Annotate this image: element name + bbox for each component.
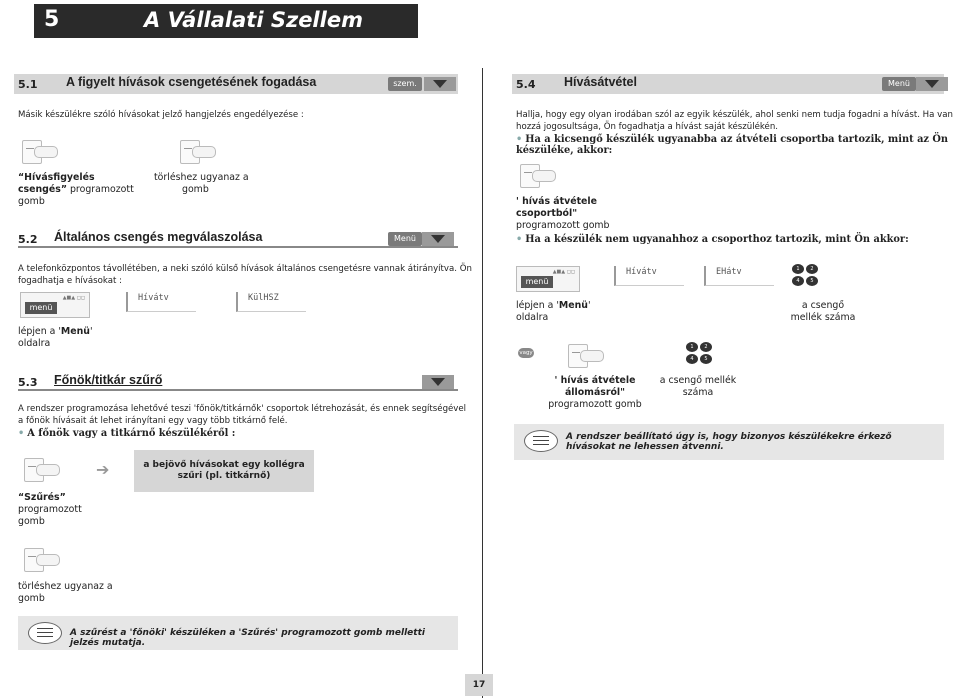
section-title: Hívásátvétel bbox=[564, 75, 637, 89]
s51-intro: Másik készülékre szóló hívásokat jelző hangjelzés engedélyezése : bbox=[18, 110, 304, 120]
phone-display: ▲■▲ ◻◻ menü bbox=[516, 266, 580, 292]
s52-label: lépjen a 'Menü' oldalra bbox=[18, 326, 93, 349]
szem-tag: szem. bbox=[388, 77, 422, 91]
arrow-right-icon: ➔ bbox=[96, 460, 110, 479]
chevron-down-icon bbox=[422, 375, 454, 389]
s54-label4: ' hívás átvétele állomásról" programozott gomb bbox=[548, 375, 642, 410]
softkey-ehatv[interactable]: EHátv bbox=[704, 266, 774, 286]
s53-bullet: • A főnök vagy a titkárnő készülékéről : bbox=[18, 428, 236, 439]
phone-icon bbox=[520, 160, 556, 190]
s53-label2: törléshez ugyanaz a gomb bbox=[18, 581, 113, 604]
section-title: A figyelt hívások csengetésének fogadása bbox=[66, 75, 317, 89]
section-5-4-header bbox=[512, 74, 944, 94]
phone-icon bbox=[22, 136, 58, 166]
phone-display: ▲■▲ ◻◻ menü bbox=[20, 292, 90, 318]
s54-label2: lépjen a 'Menü' oldalra bbox=[516, 300, 591, 323]
menu-tag: Menü bbox=[882, 77, 916, 91]
page-number: 17 bbox=[465, 674, 493, 696]
note-icon bbox=[28, 622, 62, 644]
chevron-down-icon bbox=[422, 232, 454, 246]
s54-note: A rendszer beállítató úgy is, hogy bizonyos készülékekre érkező hívásokat ne lehessen átvenni. bbox=[514, 424, 944, 460]
s53-intro: A rendszer programozása lehetővé teszi 'főnök/titkárnők' csoportok létrehozását, és ennek segítségével a főnök hívásait át lehet irányítani egy vagy több titkárnő felé. bbox=[18, 404, 467, 426]
softkey-hivatv[interactable]: Hívátv bbox=[126, 292, 196, 312]
column-divider bbox=[482, 68, 483, 698]
chevron-down-icon bbox=[916, 77, 948, 91]
s54-bullet2: • Ha a készülék nem ugyanahhoz a csoporthoz tartozik, mint Ön akkor: bbox=[516, 234, 909, 245]
chapter-title: A Vállalati Szellem bbox=[144, 8, 363, 32]
section-5-1-header bbox=[14, 74, 458, 94]
section-title: Általános csengés megválaszolása bbox=[54, 230, 263, 244]
phone-icon bbox=[568, 340, 604, 370]
keypad-icon: 1 2 4 5 bbox=[792, 264, 822, 288]
note-icon bbox=[524, 430, 558, 452]
s52-intro: A telefonközpontos távollétében, a neki szóló külső hívások általános csengetésre vannak átirányítva. Ön fogadhatja e hívásokat : bbox=[18, 264, 472, 286]
s54-label1: ' hívás átvétele csoportból" programozott gomb bbox=[516, 196, 610, 231]
s54-bullet1: • Ha a kicsengő készülék ugyanabba az átvételi csoportba tartozik, mint az Ön készüléke, akkor: bbox=[516, 134, 949, 156]
section-5-2-header bbox=[18, 230, 458, 248]
s54-intro: Hallja, hogy egy olyan irodában szól az egyik készülék, ahol senki nem tudja fogadni a hívást. Ha van hozzá jogosultsága, Ön fogadhatja a hívást saját készülékén. bbox=[516, 110, 953, 132]
softkey-kulhsz[interactable]: KülHSZ bbox=[236, 292, 306, 312]
menu-softkey[interactable]: menü bbox=[521, 276, 553, 288]
chevron-down-icon bbox=[424, 77, 456, 91]
s53-label1: “Szűrés” programozott gomb bbox=[18, 492, 82, 527]
s54-label3: a csengő mellék száma bbox=[790, 300, 856, 323]
s51-label1: “Hívásfigyelés csengés” programozott gomb bbox=[18, 172, 134, 207]
s51-label2: törléshez ugyanaz a gomb bbox=[154, 172, 249, 195]
s53-note: A szűrést a 'főnöki' készüléken a 'Szűrés' programozott gomb melletti jelzés mutatja. bbox=[18, 616, 458, 650]
phone-icon bbox=[24, 544, 60, 574]
section-number: 5.1 bbox=[18, 78, 38, 91]
s53-info-box: a bejövő hívásokat egy kollégra szűri (pl. titkárnő) bbox=[134, 450, 314, 492]
section-number: 5.2 bbox=[18, 233, 38, 246]
section-title: Főnök/titkár szűrő bbox=[54, 373, 163, 387]
chapter-header bbox=[34, 4, 418, 38]
section-number: 5.4 bbox=[516, 78, 536, 91]
keypad-icon: 1 2 4 5 bbox=[686, 342, 716, 366]
section-5-3-header bbox=[18, 373, 458, 391]
menu-tag: Menü bbox=[388, 232, 422, 246]
chapter-number: 5 bbox=[44, 7, 60, 32]
vagy-badge: vagy bbox=[519, 350, 533, 356]
section-number: 5.3 bbox=[18, 376, 38, 389]
s54-label5: a csengő mellék száma bbox=[659, 375, 737, 398]
phone-icon bbox=[24, 454, 60, 484]
phone-icon bbox=[180, 136, 216, 166]
menu-softkey[interactable]: menü bbox=[25, 302, 57, 314]
softkey-hivatv[interactable]: Hívátv bbox=[614, 266, 684, 286]
